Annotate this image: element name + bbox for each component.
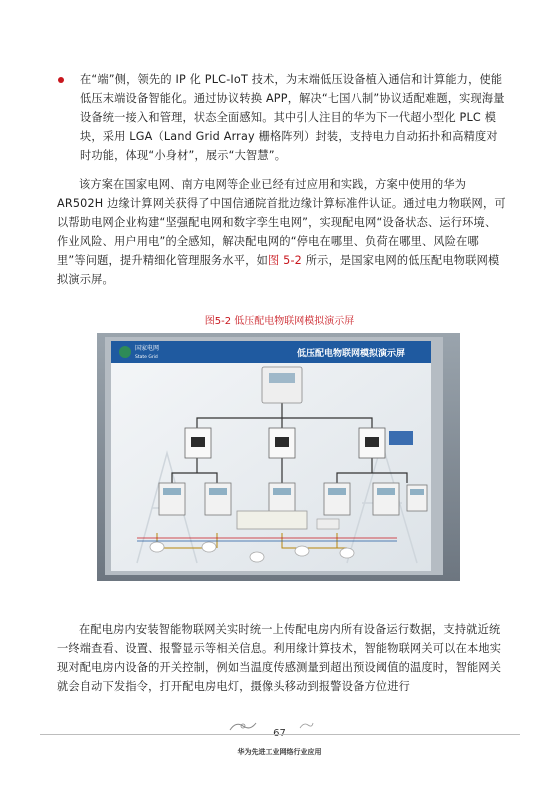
lamp-1	[150, 542, 164, 552]
lamp-3	[250, 552, 264, 562]
logo-sub-text: State Grid	[135, 355, 158, 360]
logo-text: 国家电网	[135, 345, 160, 352]
main-meter-display	[269, 373, 295, 383]
board-title: 低压配电物联网模拟演示屏	[297, 349, 406, 359]
circuit-breaker-center	[269, 428, 295, 458]
paragraph-deployment-text: 该方案在国家电网、南方电网等企业已经有过应用和实践，方案中使用的华为 AR502H 边缘计算网关获得了中国信通院首批边缘计算标准件认证。通过电力物联网，可以帮助电网企业构建“坚强配电网和数字孪生电网”，实现配电网“设备状态、运行环境、作业风险、用户用电”的全感知，解决配电网的“停电在哪里、负荷在哪里、风险在哪里”等问题，提升精细化管理服务水平，如	[57, 178, 506, 267]
figure-reference-link[interactable]: 图 5-2	[267, 254, 303, 267]
electric-meter-1	[159, 483, 185, 515]
electric-meter-3	[269, 483, 295, 515]
book-title: 华为先进工业网络行业应用	[237, 748, 322, 756]
paragraph-deployment-tail: 所示，是国家电网的低压配电物联网模拟演示屏。	[57, 254, 500, 286]
electric-meter-2	[205, 483, 231, 515]
main-meter	[262, 367, 302, 403]
paragraph-end-side: 在“端”侧，领先的 IP 化 PLC-IoT 技术，为末端低压设备植入通信和计算能力，使能低压末端设备智能化。通过协议转换 APP，解决“七国八制”协议适配难题，实现海量设备统一接入和管理，状态全面感知。其中引人注目的华为下一代超小型化 PLC 模块，采用 LGA（Land Grid Array 栅格阵列）封装，支持电力自动拓扑和高精度对时功能，体现“小身材”，展示“大智慧”。	[80, 73, 505, 162]
paragraph-deployment	[57, 175, 507, 289]
bullet-marker	[58, 77, 64, 83]
state-grid-logo-icon	[119, 346, 131, 358]
lamp-2	[202, 542, 216, 552]
circuit-breaker-left	[185, 428, 211, 458]
demo-board-photo	[97, 333, 460, 581]
circuit-breaker-right	[359, 428, 385, 458]
paragraph-gateway: 在配电房内安装智能物联网关实时统一上传配电房内所有设备运行数据，支持就近统一终端查看、设置、报警显示等相关信息。利用缘计算技术，智能物联网关可以在本地实现对配电房内设备的开关控制，例如当温度传感测量到超出预设阈值的温度时，智能网关就会自动下发指令，打开配电房电灯，摄像头移动到报警设备方位进行	[57, 623, 502, 693]
electric-meter-5	[373, 483, 399, 515]
electric-meter-6	[407, 485, 427, 511]
electric-meter-4	[324, 483, 350, 515]
lamp-5	[340, 548, 354, 558]
footer-divider	[40, 734, 520, 735]
iot-gateway	[389, 431, 413, 445]
figure-caption: 图5-2 低压配电物联网模拟演示屏	[204, 316, 355, 327]
small-logo-icon	[298, 720, 314, 730]
lamp-4	[295, 546, 309, 556]
terminal-block	[237, 511, 307, 529]
sensor-module	[317, 519, 339, 529]
